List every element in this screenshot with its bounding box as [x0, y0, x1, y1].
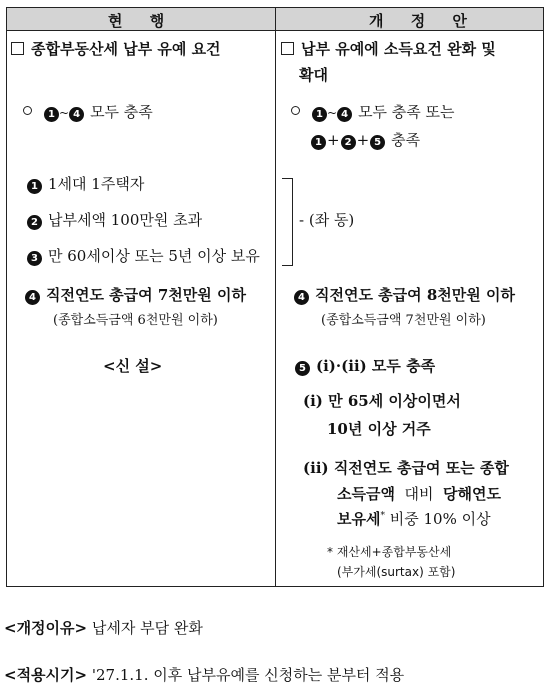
circle-bullet-icon [23, 106, 32, 115]
right-item-5: 5 (ⅰ)·(ⅱ) 모두 충족 [295, 355, 435, 376]
column-divider [275, 8, 276, 586]
number-2-icon: 2 [341, 135, 356, 150]
right-title-line2: 확대 [299, 66, 328, 84]
number-3-icon: 3 [27, 251, 42, 266]
right-sub-ii-line2: 소득금액 대비 당해연도 [337, 485, 502, 503]
right-note-line1: * 재산세+종합부동산세 [327, 545, 452, 559]
number-5-icon: 5 [295, 361, 310, 376]
number-1-icon: 1 [27, 179, 42, 194]
number-4-icon: 4 [294, 290, 309, 305]
circle-bullet-icon [291, 106, 300, 115]
reason-line [4, 617, 203, 638]
right-summary: 1 ~ 4 모두 충족 또는 [291, 101, 455, 122]
comparison-table [6, 7, 544, 587]
left-title: 종합부동산세 납부 유예 요건 [11, 38, 221, 59]
timing-line [4, 664, 404, 685]
left-item-4: 4 직전연도 총급여 7천만원 이하 [25, 284, 246, 305]
right-note-line2: (부가세(surtax) 포함) [337, 565, 456, 579]
number-4-icon: 4 [337, 107, 352, 122]
header-current: 현 행 [108, 12, 176, 30]
number-2-icon: 2 [27, 215, 42, 230]
right-sub-ii-line3: 보유세* 비중 10% 이상 [337, 510, 491, 528]
right-item-4-sub: (종합소득금액 7천만원 이하) [321, 313, 486, 328]
right-item-4: 4 직전연도 총급여 8천만원 이하 [294, 284, 515, 305]
right-sub-i-line2: 10년 이상 거주 [327, 420, 431, 438]
right-sub-i-line1: (ⅰ) 만 65세 이상이면서 [303, 392, 461, 410]
bracket-line [282, 178, 293, 266]
header-revised: 개 정 안 [369, 12, 478, 30]
reason-text: 납세자 부담 완화 [91, 619, 203, 637]
number-1-icon: 1 [312, 107, 327, 122]
number-5-icon: 5 [370, 135, 385, 150]
number-4-icon: 4 [25, 290, 40, 305]
number-4-icon: 4 [69, 107, 84, 122]
checkbox-icon [281, 42, 294, 55]
number-1-icon: 1 [44, 107, 59, 122]
left-item-2: 2 납부세액 100만원 초과 [27, 209, 202, 230]
right-title: 납부 유예에 소득요건 완화 및 [281, 38, 496, 59]
checkbox-icon [11, 42, 24, 55]
left-item-1: 1 1세대 1주택자 [27, 173, 144, 194]
right-sub-ii-line1: (ⅱ) 직전연도 총급여 또는 종합 [303, 459, 509, 477]
left-summary: 1 ~ 4 모두 충족 [23, 101, 153, 122]
timing-text: '27.1.1. 이후 납부유예를 신청하는 분부터 적용 [91, 666, 405, 684]
right-same-label: - (좌 동) [299, 211, 355, 229]
left-new-label: <신 설> [103, 357, 163, 375]
reason-label: <개정이유> [4, 619, 88, 637]
timing-label: <적용시기> [4, 666, 88, 684]
right-summary-line2: 1 + 2 + 5 충족 [311, 129, 420, 150]
left-item-4-sub: (종합소득금액 6천만원 이하) [53, 313, 218, 328]
number-1-icon: 1 [311, 135, 326, 150]
left-item-3: 3 만 60세이상 또는 5년 이상 보유 [27, 245, 260, 266]
